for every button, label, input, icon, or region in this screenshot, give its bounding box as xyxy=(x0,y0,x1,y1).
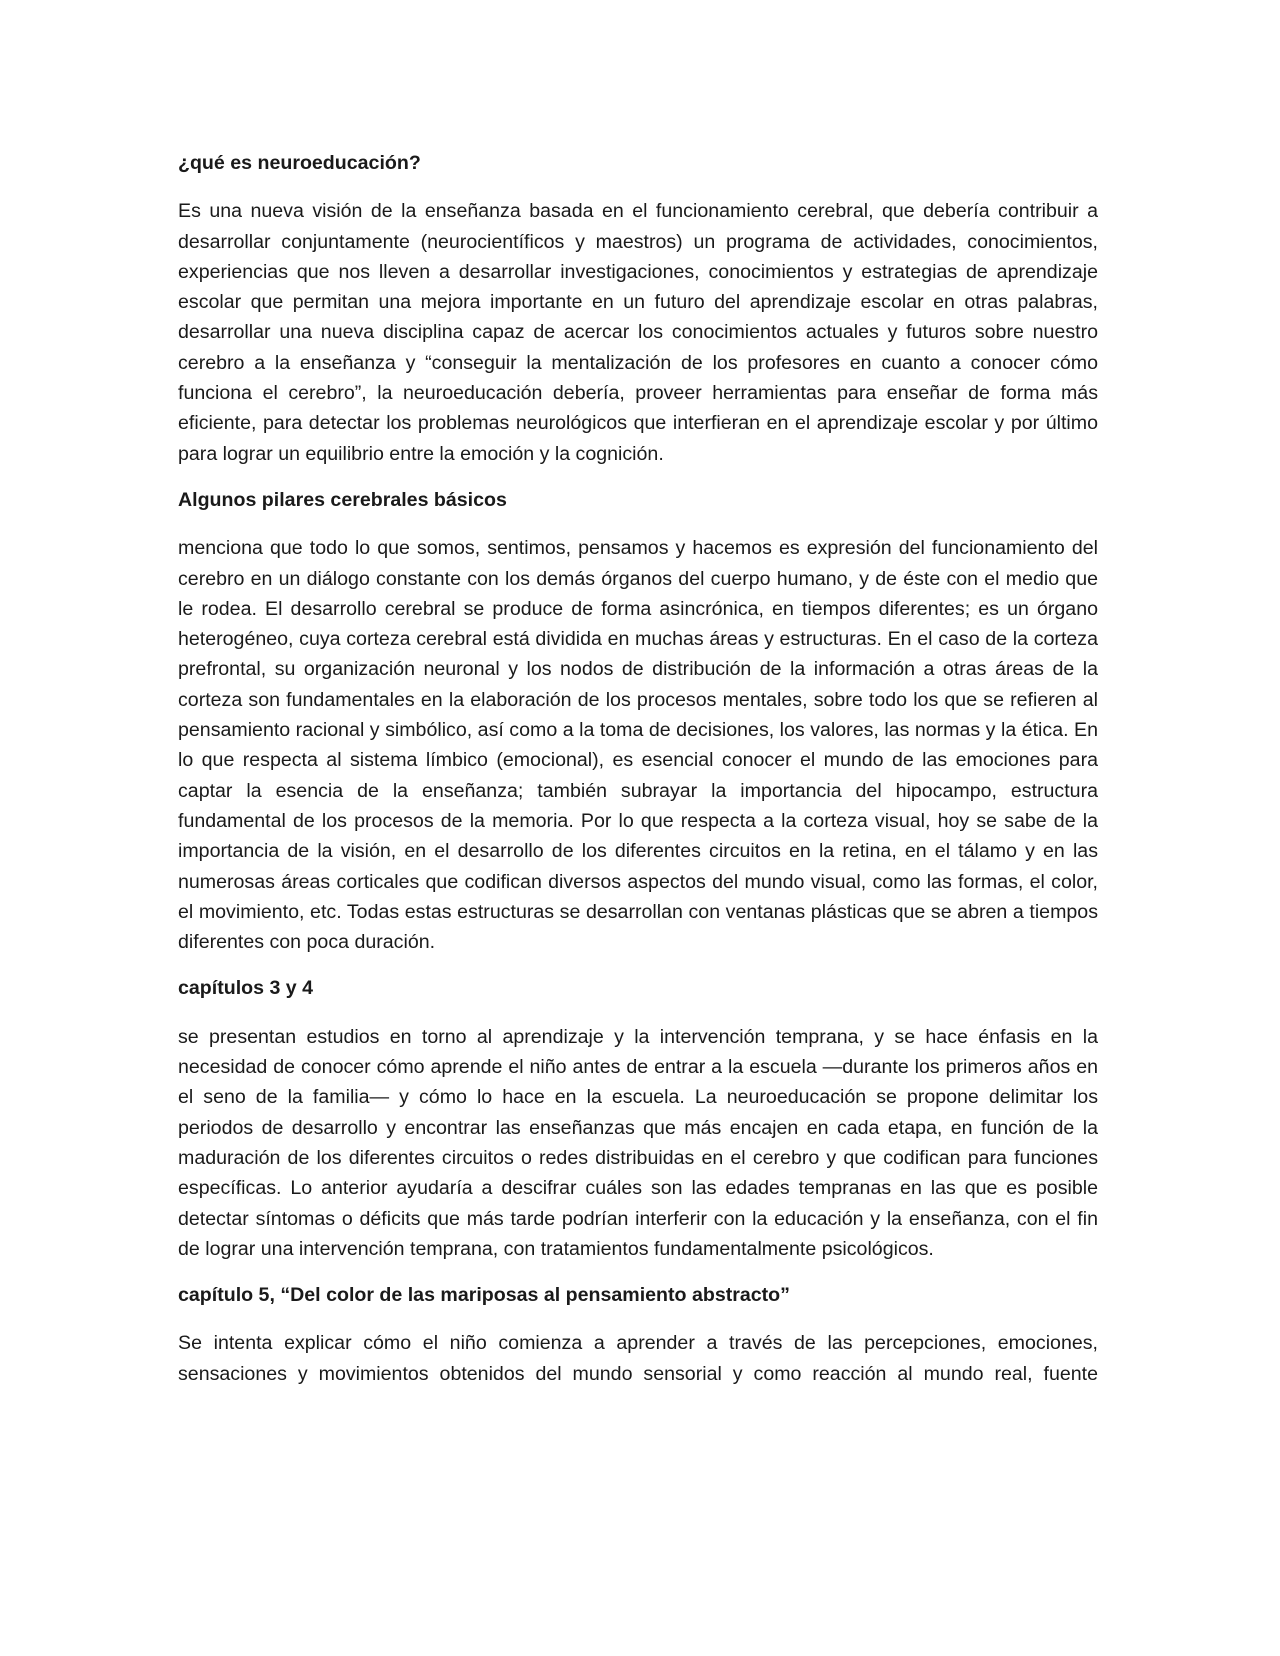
section-paragraph-neuroeducacion: Es una nueva visión de la enseñanza basada en el funcionamiento cerebral, que debería contribuir a desarrollar conjuntamente (neurocientíficos y maestros) un programa de actividades, conocimientos, experiencias que nos lleven a desarrollar investigaciones, conocimientos y estrategias de aprendizaje escolar que permitan una mejora importante en un futuro del aprendizaje escolar en otras palabras, desarrollar una nueva disciplina capaz de acercar los conocimientos actuales y futuros sobre nuestro cerebro a la enseñanza y “conseguir la mentalización de los profesores en cuanto a conocer cómo funciona el cerebro”, la neuroeducación debería, proveer herramientas para enseñar de forma más eficiente, para detectar los problemas neurológicos que interfieran en el aprendizaje escolar y por último para lograr un equilibrio entre la emoción y la cognición. xyxy=(178,200,1098,465)
section-heading-neuroeducacion: ¿qué es neuroeducación? xyxy=(178,152,421,174)
section-heading-capitulos-3-4: capítulos 3 y 4 xyxy=(178,977,314,1000)
section-heading-capitulo-5: capítulo 5, “Del color de las mariposas al pensamiento abstracto” xyxy=(178,1284,790,1307)
section-paragraph-capitulo-5: Se intenta explicar cómo el niño comienza a aprender a través de las percepciones, emociones, sensaciones y movimientos obtenidos del mundo sensorial y como reacción al mundo real, fuente xyxy=(178,1332,1098,1385)
section-paragraph-pilares: menciona que todo lo que somos, sentimos, pensamos y hacemos es expresión del funcionamiento del cerebro en un diálogo constante con los demás órganos del cuerpo humano, y de éste con el medio que le rodea. El desarrollo cerebral se produce de forma asincrónica, en tiempos diferentes; es un órgano heterogéneo, cuya corteza cerebral está dividida en muchas áreas y estructuras. En el caso de la corteza prefrontal, su organización neuronal y los nodos de distribución de la información a otras áreas de la corteza son fundamentales en la elaboración de los procesos mentales, sobre todo los que se refieren al pensamiento racional y simbólico, así como a la toma de decisiones, los valores, las normas y la ética. En lo que respecta al sistema límbico (emocional), es esencial conocer el mundo de las emociones para captar la esencia de la enseñanza; también subrayar la importancia del hipocampo, estructura fundamental de los procesos de la memoria. Por lo que respecta a la corteza visual, hoy se sabe de la importancia de la visión, en el desarrollo de los diferentes circuitos en la retina, en el tálamo y en las numerosas áreas corticales que codifican diversos aspectos del mundo visual, como las formas, el color, el movimiento, etc. Todas estas estructuras se desarrollan con ventanas plásticas que se abren a tiempos diferentes con poca duración. xyxy=(178,537,1098,954)
section-heading-pilares: Algunos pilares cerebrales básicos xyxy=(178,488,507,511)
section-paragraph-capitulos-3-4: se presentan estudios en torno al aprendizaje y la intervención temprana, y se hace énfasis en la necesidad de conocer cómo aprende el niño antes de entrar a la escuela —durante los primeros años en el seno de la familia— y cómo lo hace en la escuela. La neuroeducación se propone delimitar los periodos de desarrollo y encontrar las enseñanzas que más encajen en cada etapa, en función de la maduración de los diferentes circuitos o redes distribuidas en el cerebro y que codifican para funciones específicas. Lo anterior ayudaría a descifrar cuáles son las edades tempranas en las que es posible detectar síntomas o déficits que más tarde podrían interferir con la educación y la enseñanza, con el fin de lograr una intervención temprana, con tratamientos fundamentalmente psicológicos. xyxy=(178,1025,1098,1260)
document-page xyxy=(178,148,1098,1389)
